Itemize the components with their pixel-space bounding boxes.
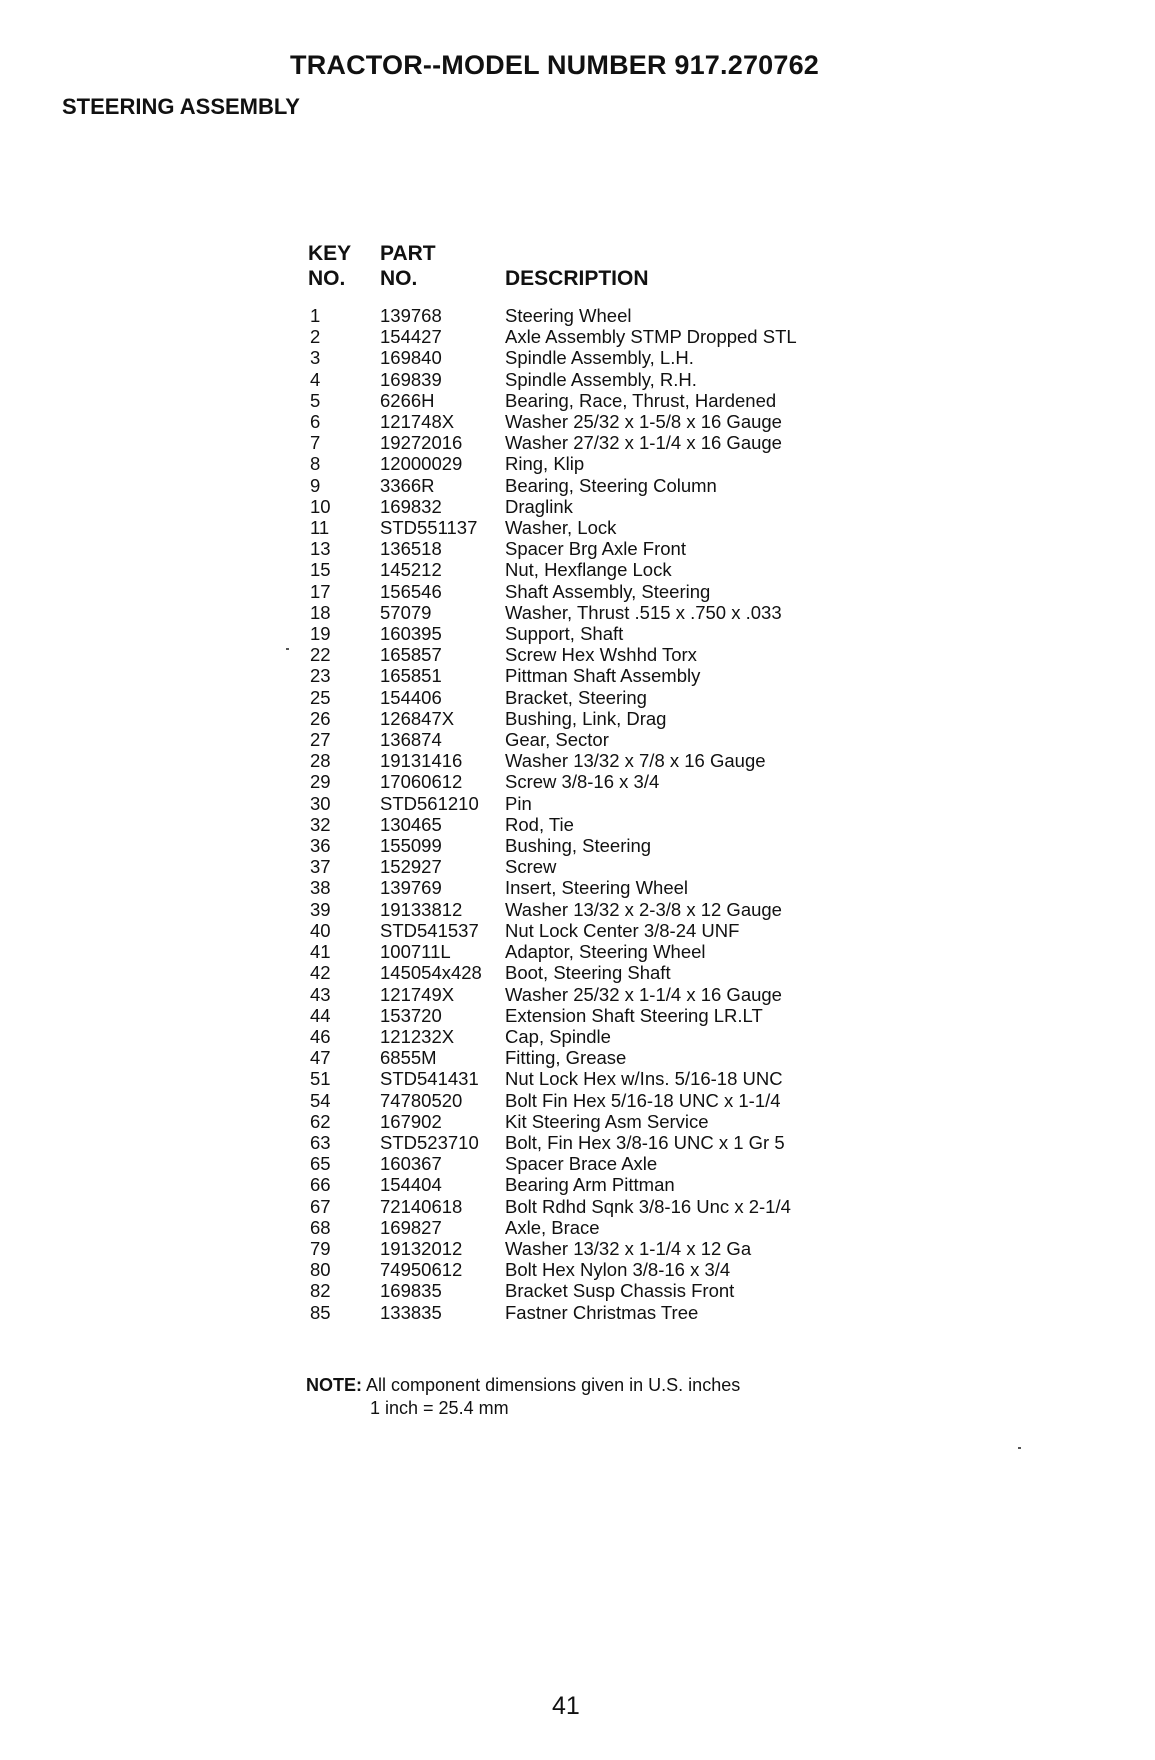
description-cell: Bushing, Link, Drag xyxy=(505,707,667,729)
table-row xyxy=(310,369,797,390)
part-no-cell: 121749X xyxy=(380,983,455,1005)
description-cell: Bearing, Race, Thrust, Hardened xyxy=(505,389,777,411)
table-row xyxy=(310,1047,797,1068)
table-row xyxy=(310,496,797,517)
table-row xyxy=(310,1302,797,1323)
part-no-cell: 169839 xyxy=(380,368,442,390)
description-cell: Screw 3/8-16 x 3/4 xyxy=(505,771,660,793)
table-row xyxy=(310,1090,797,1111)
description-cell: Pin xyxy=(505,792,532,814)
part-no-cell: 12000029 xyxy=(380,453,463,475)
key-header-line2: NO. xyxy=(308,267,346,290)
table-row xyxy=(310,432,797,453)
key-no-cell: 36 xyxy=(310,835,331,857)
table-row xyxy=(310,305,797,326)
part-no-cell: 130465 xyxy=(380,813,442,835)
key-header-line1: KEY xyxy=(308,242,352,265)
table-row xyxy=(310,411,797,432)
key-no-cell: 54 xyxy=(310,1089,331,1111)
description-cell: Support, Shaft xyxy=(505,623,624,645)
key-no-cell: 28 xyxy=(310,750,331,772)
description-cell: Nut, Hexflange Lock xyxy=(505,559,672,581)
table-row xyxy=(310,835,797,856)
description-cell: Rod, Tie xyxy=(505,813,574,835)
table-row xyxy=(310,1153,797,1174)
key-no-cell: 65 xyxy=(310,1153,331,1175)
part-no-header xyxy=(380,241,436,291)
table-row xyxy=(310,475,797,496)
description-cell: Bolt, Fin Hex 3/8-16 UNC x 1 Gr 5 xyxy=(505,1131,785,1153)
key-no-cell: 80 xyxy=(310,1259,331,1281)
part-no-cell: STD523710 xyxy=(380,1131,479,1153)
table-row xyxy=(310,814,797,835)
table-row xyxy=(310,941,797,962)
part-header-line1: PART xyxy=(380,242,436,265)
part-no-cell: 19272016 xyxy=(380,432,463,454)
key-no-cell: 22 xyxy=(310,644,331,666)
scan-speck xyxy=(286,648,289,650)
part-no-cell: 169832 xyxy=(380,495,442,517)
description-cell: Ring, Klip xyxy=(505,453,585,475)
table-row xyxy=(310,984,797,1005)
description-cell: Spacer Brace Axle xyxy=(505,1153,658,1175)
part-no-cell: 139768 xyxy=(380,305,442,326)
table-row xyxy=(310,1026,797,1047)
key-no-cell: 17 xyxy=(310,580,331,602)
description-cell: Fitting, Grease xyxy=(505,1047,627,1069)
key-no-cell: 8 xyxy=(310,453,321,475)
key-no-cell: 40 xyxy=(310,919,331,941)
key-no-cell: 18 xyxy=(310,601,331,623)
description-cell: Kit Steering Asm Service xyxy=(505,1110,709,1132)
key-no-cell: 41 xyxy=(310,941,331,963)
part-no-cell: 74780520 xyxy=(380,1089,463,1111)
key-no-cell: 85 xyxy=(310,1301,331,1323)
description-cell: Extension Shaft Steering LR.LT xyxy=(505,1004,763,1026)
part-no-cell: 136518 xyxy=(380,538,442,560)
description-cell: Washer 27/32 x 1-1/4 x 16 Gauge xyxy=(505,432,782,454)
description-cell: Washer 13/32 x 1-1/4 x 12 Ga xyxy=(505,1237,752,1259)
part-no-cell: 126847X xyxy=(380,707,455,729)
table-row xyxy=(310,347,797,368)
key-no-cell: 51 xyxy=(310,1068,331,1090)
table-row xyxy=(310,708,797,729)
key-no-cell: 27 xyxy=(310,729,331,751)
table-row xyxy=(310,1259,797,1280)
key-no-cell: 62 xyxy=(310,1110,331,1132)
description-cell: Washer 13/32 x 2-3/8 x 12 Gauge xyxy=(505,898,782,920)
key-no-header xyxy=(308,241,351,291)
part-no-cell: 152927 xyxy=(380,856,442,878)
table-row xyxy=(310,1280,797,1301)
part-no-cell: 3366R xyxy=(380,474,435,496)
page-number: 41 xyxy=(552,1692,580,1720)
description-cell: Fastner Christmas Tree xyxy=(505,1301,699,1323)
key-no-cell: 25 xyxy=(310,686,331,708)
part-no-cell: 160367 xyxy=(380,1153,442,1175)
part-no-cell: 19133812 xyxy=(380,898,463,920)
part-no-cell: STD541431 xyxy=(380,1068,479,1090)
description-cell: Nut Lock Center 3/8-24 UNF xyxy=(505,919,740,941)
description-header: DESCRIPTION xyxy=(505,267,649,290)
description-cell: Shaft Assembly, Steering xyxy=(505,580,711,602)
part-no-cell: 153720 xyxy=(380,1004,442,1026)
table-row xyxy=(310,899,797,920)
table-row xyxy=(310,665,797,686)
description-cell: Bearing Arm Pittman xyxy=(505,1174,675,1196)
parts-table-body xyxy=(310,305,797,1323)
part-no-cell: STD551137 xyxy=(380,517,478,539)
table-row xyxy=(310,856,797,877)
part-no-cell: 19132012 xyxy=(380,1237,463,1259)
part-no-cell: 155099 xyxy=(380,835,442,857)
table-row xyxy=(310,326,797,347)
description-cell: Boot, Steering Shaft xyxy=(505,962,671,984)
part-no-cell: 156546 xyxy=(380,580,442,602)
note-label: NOTE: xyxy=(306,1375,362,1395)
description-cell: Washer 25/32 x 1-1/4 x 16 Gauge xyxy=(505,983,782,1005)
key-no-cell: 39 xyxy=(310,898,331,920)
description-cell: Nut Lock Hex w/Ins. 5/16-18 UNC xyxy=(505,1068,783,1090)
part-no-cell: 139769 xyxy=(380,877,442,899)
description-cell: Axle, Brace xyxy=(505,1216,600,1238)
table-row xyxy=(310,517,797,538)
key-no-cell: 26 xyxy=(310,707,331,729)
key-no-cell: 11 xyxy=(310,517,330,539)
description-cell: Bearing, Steering Column xyxy=(505,474,717,496)
part-no-cell: 100711L xyxy=(380,941,451,963)
table-row xyxy=(310,729,797,750)
key-no-cell: 79 xyxy=(310,1237,331,1259)
description-cell: Washer, Lock xyxy=(505,517,617,539)
part-no-cell: 169835 xyxy=(380,1280,442,1302)
table-row xyxy=(310,390,797,411)
part-no-cell: 133835 xyxy=(380,1301,442,1323)
key-no-cell: 38 xyxy=(310,877,331,899)
key-no-cell: 13 xyxy=(310,538,331,560)
table-row xyxy=(310,687,797,708)
table-row xyxy=(310,538,797,559)
table-row xyxy=(310,962,797,983)
part-no-cell: 19131416 xyxy=(380,750,463,772)
part-no-cell: STD541537 xyxy=(380,919,479,941)
part-no-cell: 154406 xyxy=(380,686,442,708)
description-cell: Screw Hex Wshhd Torx xyxy=(505,644,697,666)
key-no-cell: 3 xyxy=(310,347,321,369)
table-row xyxy=(310,644,797,665)
table-row xyxy=(310,1068,797,1089)
description-cell: Adaptor, Steering Wheel xyxy=(505,941,706,963)
part-no-cell: STD561210 xyxy=(380,792,479,814)
part-no-cell: 121232X xyxy=(380,1025,455,1047)
table-row xyxy=(310,1238,797,1259)
table-row xyxy=(310,771,797,792)
table-row xyxy=(310,1196,797,1217)
part-no-cell: 160395 xyxy=(380,623,442,645)
description-cell: Bushing, Steering xyxy=(505,835,652,857)
description-cell: Washer 25/32 x 1-5/8 x 16 Gauge xyxy=(505,411,782,433)
note xyxy=(306,1375,740,1396)
part-no-cell: 154427 xyxy=(380,326,442,348)
key-no-cell: 10 xyxy=(310,495,331,517)
table-row xyxy=(310,623,797,644)
table-row xyxy=(310,793,797,814)
description-cell: Bolt Rdhd Sqnk 3/8-16 Unc x 2-1/4 xyxy=(505,1195,791,1217)
table-row xyxy=(310,602,797,623)
table-row xyxy=(310,750,797,771)
part-no-cell: 57079 xyxy=(380,601,432,623)
part-no-cell: 72140618 xyxy=(380,1195,463,1217)
key-no-cell: 32 xyxy=(310,813,331,835)
document-title: TRACTOR--MODEL NUMBER 917.270762 xyxy=(290,50,820,80)
description-cell: Insert, Steering Wheel xyxy=(505,877,689,899)
table-row xyxy=(310,453,797,474)
part-no-cell: 165857 xyxy=(380,644,442,666)
table-row xyxy=(310,581,797,602)
table-row xyxy=(310,920,797,941)
description-cell: Spindle Assembly, L.H. xyxy=(505,347,694,369)
key-no-cell: 19 xyxy=(310,623,331,645)
description-cell: Steering Wheel xyxy=(505,305,632,326)
description-cell: Cap, Spindle xyxy=(505,1025,611,1047)
note-text: All component dimensions given in U.S. inches xyxy=(366,1375,741,1395)
key-no-cell: 82 xyxy=(310,1280,331,1302)
key-no-cell: 68 xyxy=(310,1216,331,1238)
key-no-cell: 1 xyxy=(310,305,321,326)
part-no-cell: 6266H xyxy=(380,389,435,411)
table-row xyxy=(310,1111,797,1132)
key-no-cell: 23 xyxy=(310,665,331,687)
key-no-cell: 29 xyxy=(310,771,331,793)
key-no-cell: 4 xyxy=(310,368,321,390)
scan-speck xyxy=(1018,1447,1021,1449)
part-no-cell: 17060612 xyxy=(380,771,463,793)
section-title: STEERING ASSEMBLY xyxy=(62,94,300,119)
part-no-cell: 169827 xyxy=(380,1216,442,1238)
key-no-cell: 47 xyxy=(310,1047,331,1069)
key-no-cell: 43 xyxy=(310,983,331,1005)
key-no-cell: 6 xyxy=(310,411,321,433)
part-no-cell: 6855M xyxy=(380,1047,437,1069)
key-no-cell: 37 xyxy=(310,856,331,878)
key-no-cell: 7 xyxy=(310,432,321,454)
part-header-line2: NO. xyxy=(380,267,418,290)
description-cell: Screw xyxy=(505,856,557,878)
key-no-cell: 5 xyxy=(310,389,321,411)
key-no-cell: 2 xyxy=(310,326,321,348)
description-cell: Washer, Thrust .515 x .750 x .033 xyxy=(505,601,782,623)
part-no-cell: 136874 xyxy=(380,729,442,751)
description-cell: Bolt Fin Hex 5/16-18 UNC x 1-1/4 xyxy=(505,1089,781,1111)
part-no-cell: 145212 xyxy=(380,559,442,581)
key-no-cell: 44 xyxy=(310,1004,331,1026)
parts-table xyxy=(310,305,797,1323)
table-row xyxy=(310,559,797,580)
description-cell: Axle Assembly STMP Dropped STL xyxy=(505,326,797,348)
key-no-cell: 66 xyxy=(310,1174,331,1196)
key-no-cell: 15 xyxy=(310,559,331,581)
key-no-cell: 63 xyxy=(310,1131,331,1153)
key-no-cell: 9 xyxy=(310,474,321,496)
part-no-cell: 154404 xyxy=(380,1174,442,1196)
description-cell: Bracket, Steering xyxy=(505,686,647,708)
description-cell: Gear, Sector xyxy=(505,729,609,751)
part-no-cell: 167902 xyxy=(380,1110,442,1132)
description-cell: Washer 13/32 x 7/8 x 16 Gauge xyxy=(505,750,766,772)
description-cell: Bolt Hex Nylon 3/8-16 x 3/4 xyxy=(505,1259,731,1281)
unit-conversion: 1 inch = 25.4 mm xyxy=(370,1398,509,1418)
table-row xyxy=(310,1174,797,1195)
description-cell: Spindle Assembly, R.H. xyxy=(505,368,697,390)
description-cell: Bracket Susp Chassis Front xyxy=(505,1280,735,1302)
part-no-cell: 145054x428 xyxy=(380,962,482,984)
part-no-cell: 169840 xyxy=(380,347,442,369)
table-row xyxy=(310,877,797,898)
part-no-cell: 74950612 xyxy=(380,1259,463,1281)
key-no-cell: 67 xyxy=(310,1195,331,1217)
table-row xyxy=(310,1132,797,1153)
part-no-cell: 121748X xyxy=(380,411,455,433)
part-no-cell: 165851 xyxy=(380,665,442,687)
table-row xyxy=(310,1217,797,1238)
key-no-cell: 46 xyxy=(310,1025,331,1047)
description-cell: Pittman Shaft Assembly xyxy=(505,665,701,687)
key-no-cell: 42 xyxy=(310,962,331,984)
key-no-cell: 30 xyxy=(310,792,331,814)
table-row xyxy=(310,1005,797,1026)
description-cell: Spacer Brg Axle Front xyxy=(505,538,686,560)
description-cell: Draglink xyxy=(505,495,573,517)
